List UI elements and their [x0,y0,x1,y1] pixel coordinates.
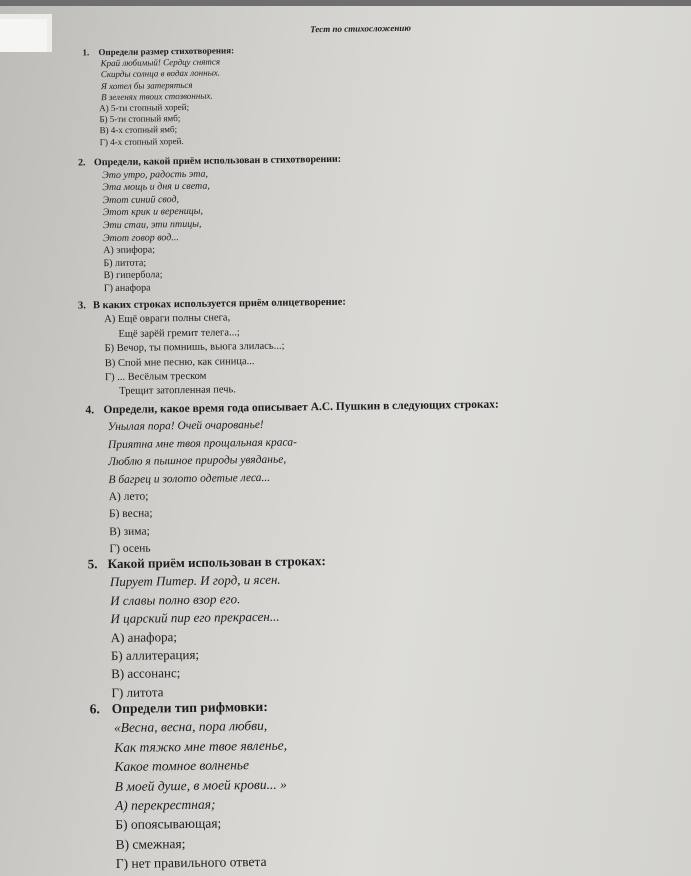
question-4-prompt: Определи, какое время года описывает А.С. Пушкин в следующих строках: [103,398,499,417]
question-3-option-c[interactable]: В) Спой мне песню, как синица... [104,355,255,369]
question-2-prompt: Определи, какой приём использован в стихотворении: [93,153,342,169]
question-4-line-2: Приятна мне твоя прощальная краса- [107,436,297,451]
question-1-line-2: Скирды солнца в водах лонных. [100,67,221,80]
question-6-option-d[interactable]: Г) нет правильного ответа [115,854,267,872]
question-1-number: 1. [82,47,90,58]
question-2-line-3: Этот синий свод, [102,193,180,206]
question-5-line-2: И славы полно взор его. [110,591,241,608]
question-3-prompt: В каких строках используется приём олицетворение: [92,296,346,312]
question-2-option-b[interactable]: Б) литота; [103,257,147,269]
question-5-option-d[interactable]: Г) литота [111,684,164,700]
question-4-option-a[interactable]: А) лето; [108,490,149,504]
question-4-line-3: Люблю я пышное природы увяданье, [108,453,287,469]
question-5-line-3: И царский пир его прекрасен... [110,608,280,627]
question-4-line-1: Унылая пора! Очей очарованье! [107,419,264,434]
question-1-option-d[interactable]: Г) 4-х стопный хорей. [99,135,184,147]
question-2-line-5: Эти стаи, эти птицы, [102,218,202,232]
question-3-option-d-cont: Трещит затопленная печь. [119,384,236,398]
question-3-option-b[interactable]: Б) Вечор, ты помнишь, вьюга злилась...; [104,340,285,355]
question-6-option-c[interactable]: В) смежная; [115,835,186,852]
question-1-prompt: Определи размер стихотворения: [98,45,235,58]
question-5-option-a[interactable]: А) анафора; [110,628,178,645]
question-3-number: 3. [77,300,86,312]
question-4-option-b[interactable]: Б) весна; [108,507,153,521]
question-4-number: 4. [85,404,95,417]
question-1-option-c[interactable]: В) 4-х стопный ямб; [99,124,178,136]
question-3-option-a[interactable]: А) Ещё овраги полны снега, [104,312,231,326]
question-1 [82,45,235,148]
question-6-option-a[interactable]: А) перекрестная; [114,796,216,814]
question-6-prompt: Определи тип рифмовки: [111,698,268,717]
question-6-number: 6. [89,701,100,717]
question-6-line-4: В моей душе, в моей крови... » [114,776,287,794]
test-sheet [40,9,691,876]
question-2 [78,154,343,296]
question-5-line-1: Пирует Питер. И горд, и ясен. [109,572,281,590]
question-1-line-4: В зеленях твоих стозвонных. [101,90,213,102]
question-4-option-d[interactable]: Г) осень [109,542,151,556]
question-2-number: 2. [77,157,86,169]
question-2-line-2: Эта мощь и дня и света, [102,180,210,194]
top-edge [0,0,691,6]
question-1-line-1: Край любимый! Сердцу снятся [100,56,221,69]
question-6-line-1: «Весна, весна, пора любви, [113,718,268,736]
question-6-line-3: Какое томное волненье [114,757,250,775]
question-2-line-4: Этот крик и вереницы, [102,206,204,219]
question-4-line-4: В багрец и золото одетые леса... [108,471,271,486]
question-2-line-6: Этот говор вод... [103,231,179,244]
question-3-option-d[interactable]: Г) ... Весёлым треском [104,370,207,384]
question-3-option-a-cont: Ещё зарёй гремит телега...; [118,327,240,340]
question-4-option-c[interactable]: В) зима; [109,525,150,538]
question-5-option-c[interactable]: В) ассонанс; [111,665,181,682]
question-2-line-1: Это утро, радость эта, [102,168,209,181]
question-5-heading [88,552,326,574]
question-2-option-a[interactable]: А) эпифора; [103,244,156,257]
question-6-line-2: Как тяжко мне твое явленье, [114,737,288,755]
question-1-option-b[interactable]: Б) 5-ти стопный ямб; [99,113,181,125]
question-2-option-d[interactable]: Г) анафора [103,282,151,295]
question-5-option-b[interactable]: Б) аллитерация; [110,646,200,664]
question-5-prompt: Какой приём использован в строках: [107,553,326,572]
question-1-line-3: Я хотел бы затеряться [100,79,193,91]
question-6-option-b[interactable]: Б) опоясывающая; [115,815,222,833]
question-5 [88,552,328,703]
question-4 [85,397,500,559]
question-5-number: 5. [87,556,98,572]
question-3 [78,296,347,401]
page-title: Тест по стихосложению [310,22,411,35]
question-2-option-c[interactable]: В) гипербола; [103,269,163,282]
question-6 [90,697,289,874]
question-1-option-a[interactable]: А) 5-ти стопный хорей; [99,101,190,114]
